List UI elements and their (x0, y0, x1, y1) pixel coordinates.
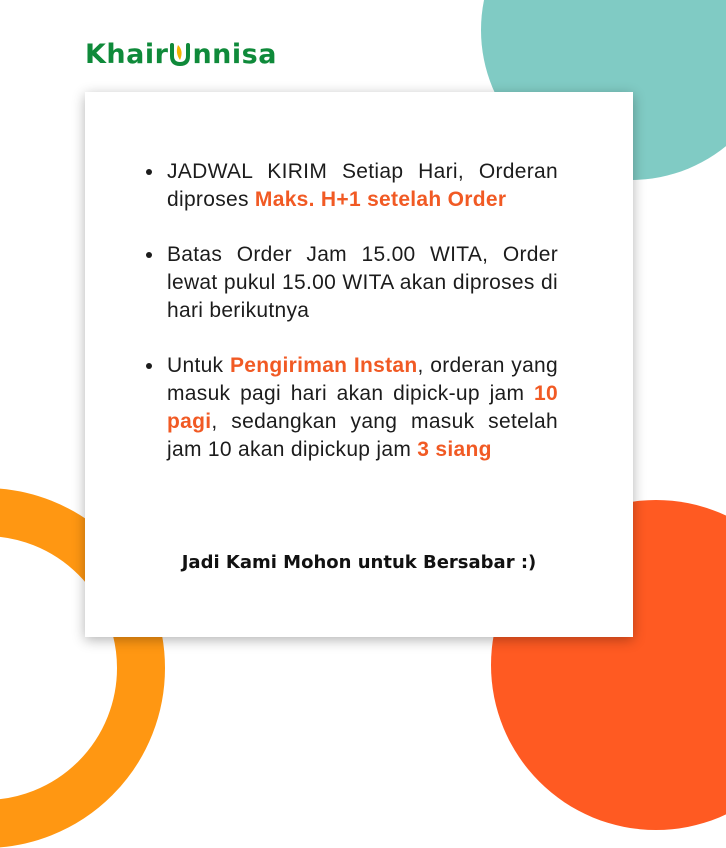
item-text: Batas Order Jam 15.00 WITA, Order lewat pukul 15.00 WITA akan diproses di hari berikutnya (167, 243, 558, 322)
footer-message: Jadi Kami Mohon untuk Bersabar :) (181, 552, 537, 573)
info-list (167, 158, 558, 464)
brand-name-end: nnisa (192, 38, 277, 70)
list-item (167, 241, 558, 325)
item-highlight: Pengiriman Instan (229, 354, 418, 377)
item-text: JADWAL KIRIM Setiap Hari, Orderan diproses (167, 160, 558, 211)
item-text: , orderan yang masuk pagi hari akan dipick-up jam (167, 354, 559, 405)
item-highlight: Maks. H+1 setelah Order (254, 188, 507, 211)
list-item (167, 158, 558, 214)
bullet-icon (146, 169, 152, 175)
item-highlight: 10 pagi (167, 382, 558, 433)
brand-name-start: Khair (85, 38, 169, 70)
list-item (167, 352, 558, 464)
info-card (85, 92, 633, 637)
bullet-icon (146, 363, 152, 369)
leaf-u-icon (169, 41, 191, 67)
item-text: , sedangkan yang masuk setelah jam 10 akan dipickup jam (167, 410, 558, 461)
brand-logo (85, 37, 277, 71)
bullet-icon (146, 252, 152, 258)
item-highlight: 3 siang (417, 438, 492, 461)
item-text: Untuk (167, 354, 230, 377)
